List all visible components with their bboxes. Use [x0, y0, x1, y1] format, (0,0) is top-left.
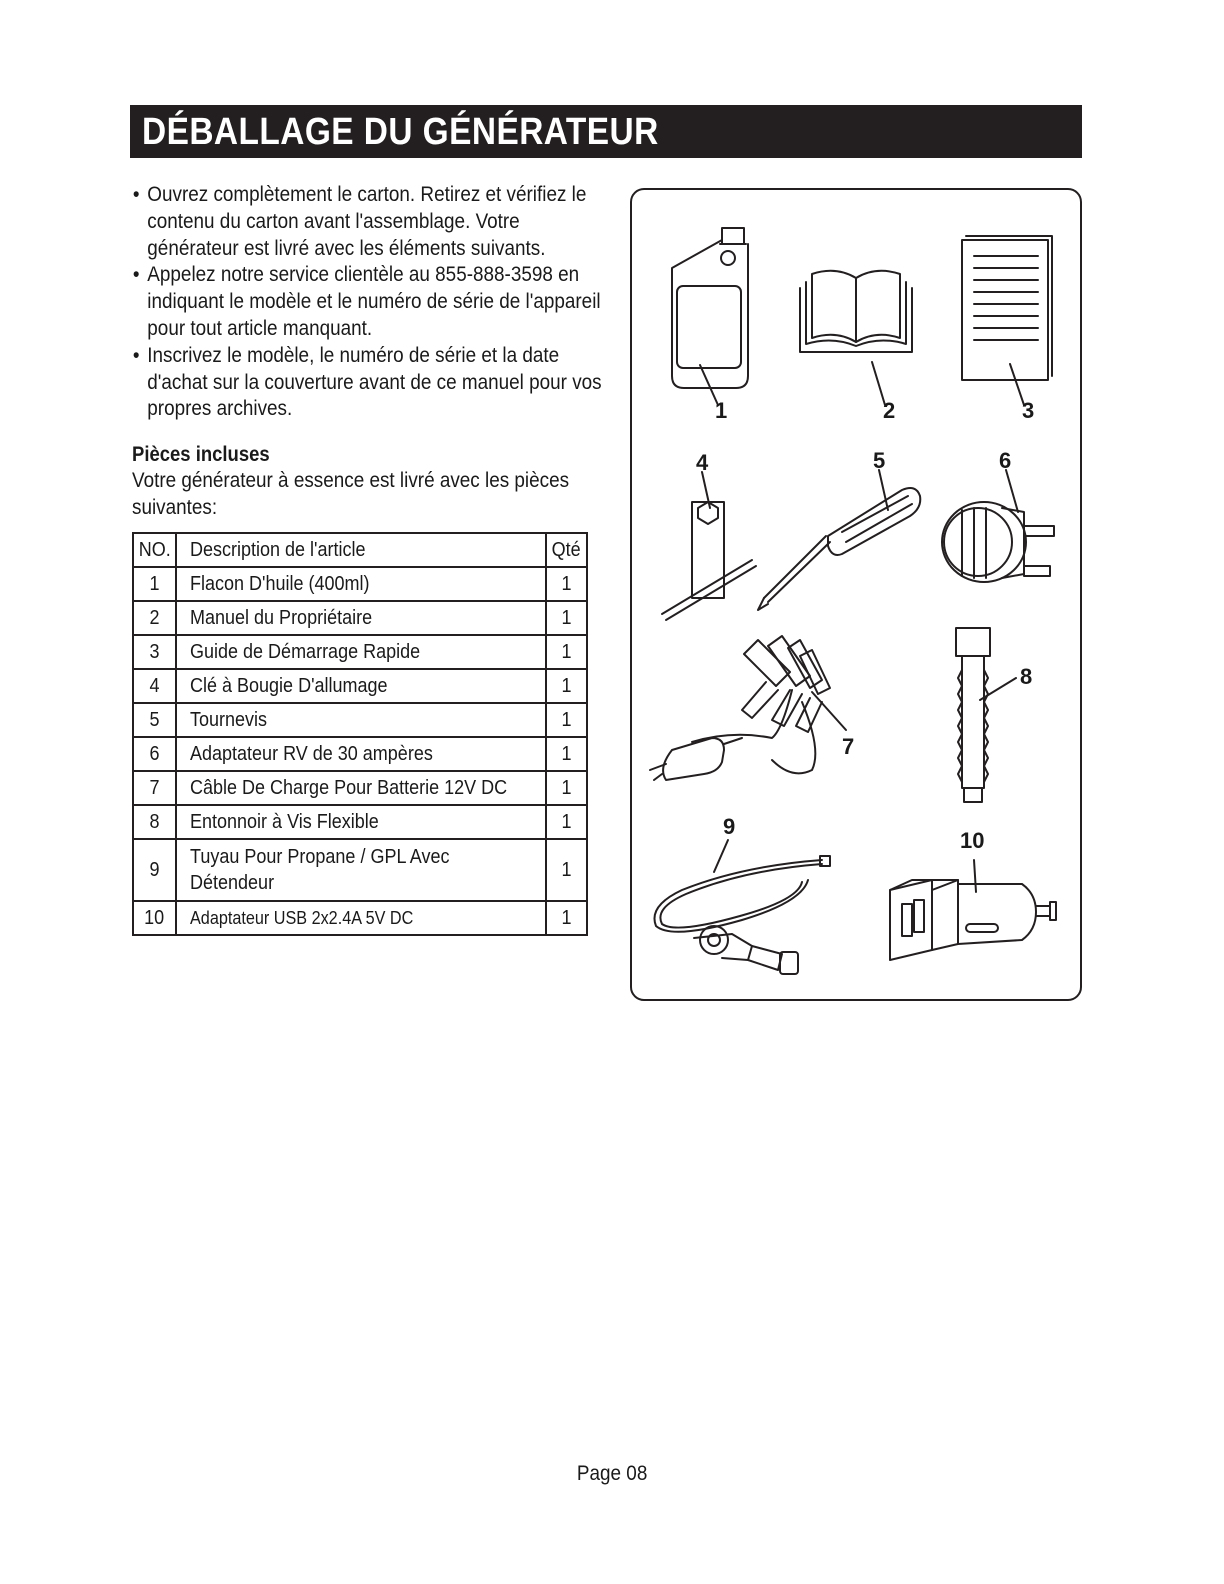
cell-no: 8	[133, 805, 176, 839]
instruction-item: • Inscrivez le modèle, le numéro de série et la date d'achat sur la couverture avant de ce manuel pour vos propres archives.	[132, 343, 602, 421]
cell-no: 4	[133, 669, 176, 703]
table-row	[133, 635, 587, 669]
callout-3: 3	[1022, 398, 1035, 423]
cell-qty: 1	[546, 601, 587, 635]
header-qty: Qté	[546, 533, 587, 567]
parts-intro-text: Votre générateur à essence est livré avec les pièces suivantes:	[132, 469, 570, 519]
callout-5: 5	[873, 448, 886, 473]
cell-description: Clé à Bougie D'allumage	[176, 669, 546, 703]
cell-description: Entonnoir à Vis Flexible	[176, 805, 546, 839]
table-header-row	[133, 533, 587, 567]
parts-illustration	[632, 190, 1082, 1001]
cell-qty: 1	[546, 805, 587, 839]
callout-4: 4	[696, 450, 709, 475]
spark-plug-wrench-icon	[662, 502, 756, 620]
parts-illustration-panel	[630, 188, 1082, 1001]
callout-7: 7	[842, 734, 855, 759]
table-row	[133, 901, 587, 935]
left-column	[132, 182, 602, 521]
callout-6: 6	[999, 448, 1012, 473]
quick-start-guide-icon	[962, 236, 1052, 380]
table-row	[133, 771, 587, 805]
bullet-icon: •	[132, 343, 140, 367]
cell-description: Tuyau Pour Propane / GPL Avec Détendeur	[176, 839, 546, 901]
owner-manual-icon	[800, 271, 912, 352]
cell-no: 10	[133, 901, 176, 935]
callout-9: 9	[723, 814, 736, 839]
callout-2: 2	[883, 398, 896, 423]
leader-line-10	[974, 860, 976, 892]
parts-table	[132, 532, 588, 936]
instruction-item: • Ouvrez complètement le carton. Retirez et vérifiez le contenu du carton avant l'assemblage. Votre générateur est livré avec les éléments suivants.	[132, 183, 587, 260]
cell-qty: 1	[546, 567, 587, 601]
cell-description: Câble De Charge Pour Batterie 12V DC	[176, 771, 546, 805]
cell-qty: 1	[546, 669, 587, 703]
bullet-icon: •	[132, 263, 140, 287]
screwdriver-icon	[758, 488, 920, 610]
page-title: DÉBALLAGE DU GÉNÉRATEUR	[142, 111, 659, 153]
instruction-list	[132, 182, 602, 423]
table-row	[133, 839, 587, 901]
table-row	[133, 703, 587, 737]
propane-hose-icon	[654, 856, 830, 974]
cell-description: Guide de Démarrage Rapide	[176, 635, 546, 669]
table-row	[133, 601, 587, 635]
cell-description: Flacon D'huile (400ml)	[176, 567, 546, 601]
cell-description: Manuel du Propriétaire	[176, 601, 546, 635]
cell-no: 9	[133, 839, 176, 901]
table-row	[133, 805, 587, 839]
header-no: NO.	[133, 533, 176, 567]
cell-no: 1	[133, 567, 176, 601]
cell-qty: 1	[546, 771, 587, 805]
leader-line-6	[1006, 470, 1018, 512]
table-row	[133, 567, 587, 601]
callout-1: 1	[715, 398, 728, 423]
cell-qty: 1	[546, 901, 587, 935]
flexible-funnel-icon	[956, 628, 990, 802]
cell-description: Adaptateur USB 2x2.4A 5V DC	[176, 901, 546, 935]
page-number: Page 08	[576, 1462, 648, 1485]
cell-no: 2	[133, 601, 176, 635]
table-row	[133, 669, 587, 703]
callout-10: 10	[960, 828, 985, 853]
rv-adapter-icon	[942, 502, 1054, 582]
cell-no: 6	[133, 737, 176, 771]
cell-no: 7	[133, 771, 176, 805]
cell-no: 5	[133, 703, 176, 737]
cell-description: Tournevis	[176, 703, 546, 737]
leader-line-9	[714, 840, 728, 872]
cell-qty: 1	[546, 737, 587, 771]
table-row	[133, 737, 587, 771]
bullet-icon: •	[132, 183, 140, 206]
parts-section-title: Pièces incluses	[132, 443, 270, 467]
cell-qty: 1	[546, 839, 587, 901]
section-header-bar	[130, 105, 1082, 158]
instruction-item: • Appelez notre service clientèle au 855-888-3598 en indiquant le modèle et le numéro de série de l'appareil pour tout article manquant.	[132, 263, 601, 340]
cell-qty: 1	[546, 635, 587, 669]
battery-charging-cable-icon	[650, 636, 830, 780]
usb-car-adapter-icon	[890, 880, 1056, 960]
cell-qty: 1	[546, 703, 587, 737]
oil-bottle-icon	[672, 228, 748, 388]
cell-description: Adaptateur RV de 30 ampères	[176, 737, 546, 771]
callout-8: 8	[1020, 664, 1033, 689]
cell-no: 3	[133, 635, 176, 669]
header-description: Description de l'article	[176, 533, 546, 567]
